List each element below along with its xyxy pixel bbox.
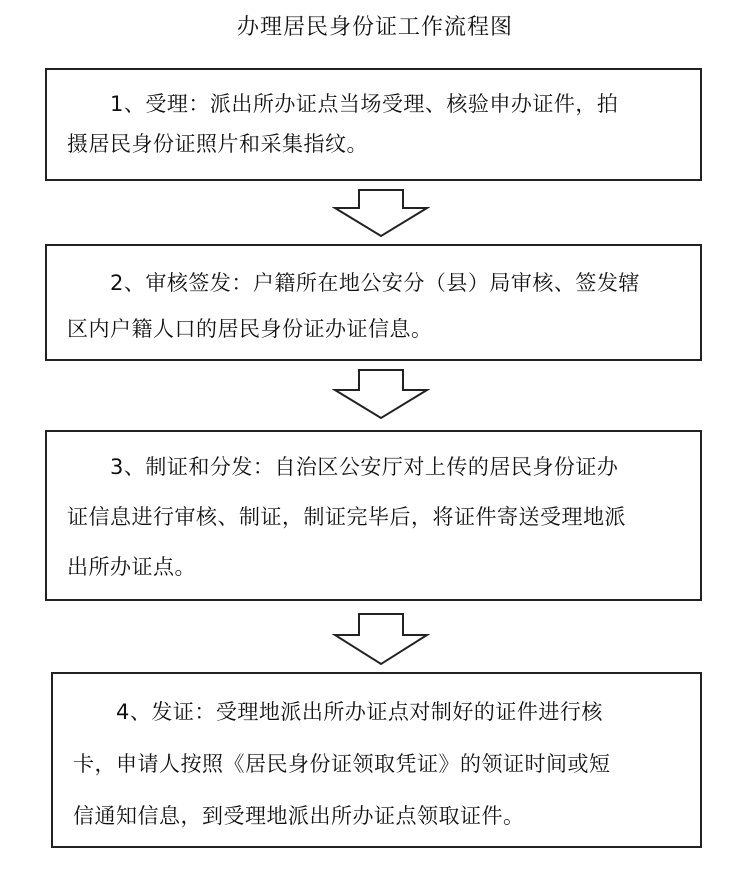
step-1-text: 1、受理：派出所办证点当场受理、核验申办证件，拍 摄居民身份证照片和采集指纹。	[67, 92, 619, 156]
down-arrow-icon	[332, 188, 430, 238]
step-1-box	[45, 68, 702, 181]
step-4-box	[51, 672, 702, 848]
step-3-text: 3、制证和分发：自治区公安厅对上传的居民身份证办 证信息进行审核、制证，制证完毕后，将证件寄送受理地派 出所办证点。	[67, 455, 626, 579]
step-4-text: 4、发证：受理地派出所办证点对制好的证件进行核 卡，申请人按照《居民身份证领取凭证》的领证时间或短 信通知信息，到受理地派出所办证点领取证件。	[73, 700, 611, 828]
down-arrow-icon	[332, 368, 430, 420]
step-2-text: 2、审核签发：户籍所在地公安分（县）局审核、签发辖 区内户籍人口的居民身份证办证信息。	[67, 271, 640, 341]
step-2-box	[45, 244, 702, 361]
step-3-box	[45, 430, 702, 601]
down-arrow-icon	[332, 612, 430, 666]
diagram-title: 办理居民身份证工作流程图	[236, 15, 513, 40]
